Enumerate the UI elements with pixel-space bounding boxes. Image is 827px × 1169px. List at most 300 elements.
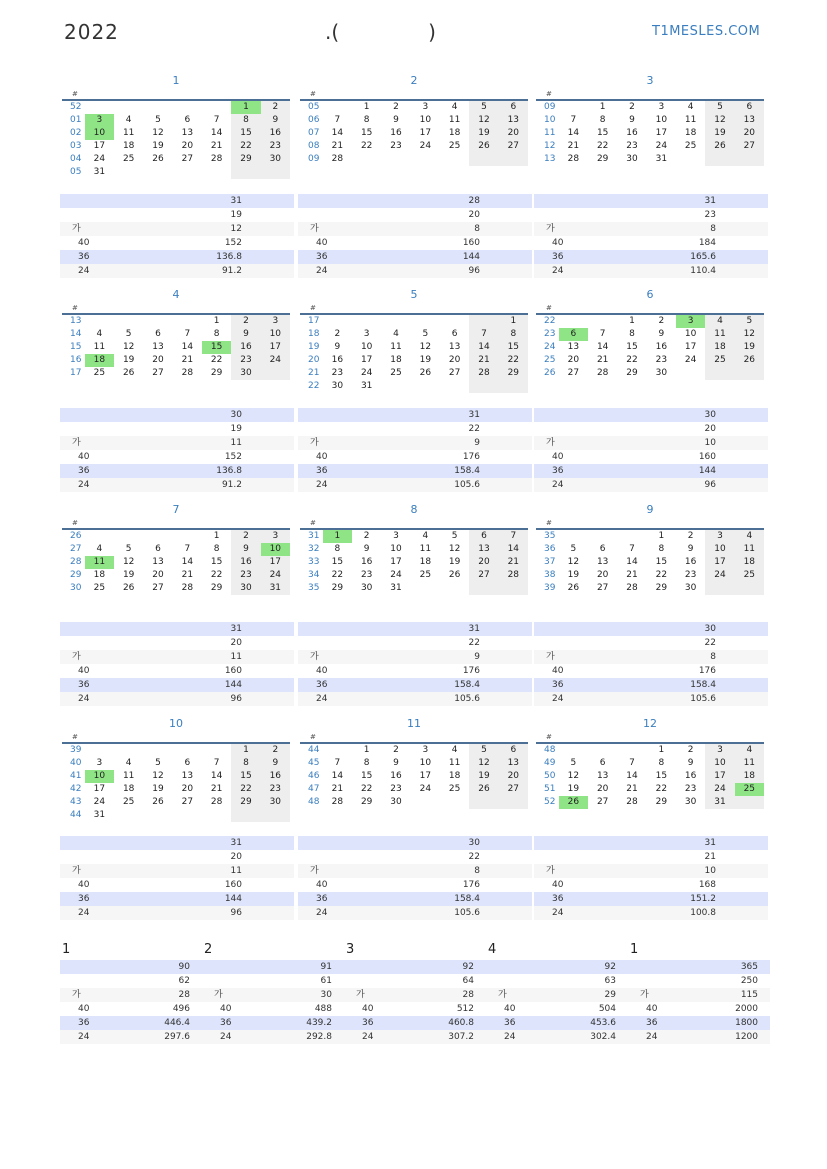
- day-cell[interactable]: 7: [213, 115, 220, 125]
- day-cell[interactable]: 4: [687, 102, 694, 112]
- day-cell[interactable]: 1: [658, 745, 665, 755]
- day-cell[interactable]: 1: [363, 745, 370, 755]
- day-cell[interactable]: 20: [735, 127, 764, 140]
- day-cell[interactable]: 14: [499, 543, 528, 556]
- day-cell[interactable]: 2: [261, 744, 290, 757]
- day-cell[interactable]: 5: [422, 329, 429, 339]
- day-cell[interactable]: 8: [213, 329, 220, 339]
- day-cell[interactable]: 17: [705, 556, 734, 569]
- day-cell[interactable]: 29: [596, 154, 609, 164]
- day-cell[interactable]: 18: [448, 771, 461, 781]
- day-cell[interactable]: 13: [469, 543, 498, 556]
- day-cell[interactable]: 4: [96, 329, 103, 339]
- day-cell[interactable]: 1: [599, 102, 606, 112]
- day-cell[interactable]: 6: [499, 101, 528, 114]
- day-cell[interactable]: 7: [184, 329, 191, 339]
- day-cell[interactable]: 22: [231, 140, 260, 153]
- day-cell[interactable]: 22: [626, 355, 638, 365]
- day-cell[interactable]: 30: [684, 583, 697, 593]
- day-cell[interactable]: 6: [735, 101, 764, 114]
- day-cell[interactable]: 9: [231, 543, 260, 556]
- day-cell[interactable]: 22: [360, 141, 373, 151]
- day-cell[interactable]: 7: [599, 329, 606, 339]
- day-cell[interactable]: 12: [152, 128, 164, 138]
- day-cell[interactable]: 22: [210, 355, 223, 365]
- day-cell[interactable]: 31: [390, 583, 402, 593]
- day-cell[interactable]: 18: [122, 784, 135, 794]
- day-cell[interactable]: 26: [705, 140, 734, 153]
- day-cell[interactable]: 20: [181, 784, 194, 794]
- day-cell[interactable]: 13: [448, 342, 461, 352]
- day-cell[interactable]: 29: [655, 797, 668, 807]
- day-cell[interactable]: 23: [684, 784, 697, 794]
- day-cell[interactable]: 8: [658, 544, 665, 554]
- day-cell[interactable]: 28: [499, 569, 528, 582]
- day-cell[interactable]: 30: [360, 583, 373, 593]
- day-cell[interactable]: 26: [469, 140, 498, 153]
- day-cell[interactable]: 1: [213, 531, 220, 541]
- day-cell[interactable]: 5: [570, 544, 577, 554]
- day-cell[interactable]: 8: [334, 544, 341, 554]
- day-cell[interactable]: 16: [231, 556, 260, 569]
- day-cell[interactable]: 30: [231, 367, 260, 380]
- month-name[interactable]: 8: [410, 503, 418, 516]
- month-name[interactable]: 7: [172, 503, 180, 516]
- day-cell[interactable]: 23: [261, 140, 290, 153]
- day-cell[interactable]: 6: [155, 544, 161, 554]
- day-cell[interactable]: 26: [152, 154, 164, 164]
- day-cell[interactable]: 12: [122, 557, 135, 567]
- day-cell[interactable]: 13: [152, 342, 164, 352]
- day-cell[interactable]: 29: [331, 583, 344, 593]
- day-cell[interactable]: 7: [629, 758, 635, 768]
- day-cell[interactable]: 6: [499, 744, 528, 757]
- day-cell[interactable]: 16: [390, 771, 402, 781]
- day-cell[interactable]: 21: [567, 141, 580, 151]
- day-cell[interactable]: 6: [559, 328, 588, 341]
- day-cell[interactable]: 14: [469, 341, 498, 354]
- day-cell[interactable]: 3: [676, 315, 705, 328]
- day-cell[interactable]: 17: [360, 355, 373, 365]
- day-cell[interactable]: 3: [363, 329, 370, 339]
- day-cell[interactable]: 18: [85, 354, 114, 367]
- day-cell[interactable]: 19: [735, 341, 764, 354]
- day-cell[interactable]: 29: [655, 583, 668, 593]
- day-cell[interactable]: 29: [210, 583, 223, 593]
- day-cell[interactable]: 10: [705, 543, 734, 556]
- day-cell[interactable]: 24: [655, 141, 668, 151]
- day-cell[interactable]: 4: [735, 744, 764, 757]
- day-cell[interactable]: 19: [567, 570, 580, 580]
- day-cell[interactable]: 9: [687, 758, 694, 768]
- day-cell[interactable]: 21: [626, 784, 638, 794]
- day-cell[interactable]: 13: [735, 114, 764, 127]
- day-cell[interactable]: 20: [152, 355, 164, 365]
- day-cell[interactable]: 17: [390, 557, 402, 567]
- day-cell[interactable]: 29: [360, 797, 373, 807]
- day-cell[interactable]: 22: [655, 570, 668, 580]
- day-cell[interactable]: 8: [599, 115, 606, 125]
- day-cell[interactable]: 20: [499, 127, 528, 140]
- day-cell[interactable]: 8: [213, 544, 220, 554]
- day-cell[interactable]: 30: [390, 797, 402, 807]
- day-cell[interactable]: 12: [705, 114, 734, 127]
- day-cell[interactable]: 4: [705, 315, 734, 328]
- day-cell[interactable]: 22: [499, 354, 528, 367]
- day-cell[interactable]: 14: [181, 557, 194, 567]
- day-cell[interactable]: 21: [469, 354, 498, 367]
- day-cell[interactable]: 16: [331, 355, 344, 365]
- day-cell[interactable]: 2: [687, 531, 694, 541]
- day-cell[interactable]: 29: [626, 368, 638, 378]
- day-cell[interactable]: 24: [390, 570, 402, 580]
- day-cell[interactable]: 20: [152, 570, 164, 580]
- day-cell[interactable]: 9: [658, 329, 665, 339]
- day-cell[interactable]: 30: [261, 153, 290, 166]
- day-cell[interactable]: 1: [231, 101, 260, 114]
- day-cell[interactable]: 21: [181, 355, 194, 365]
- day-cell[interactable]: 30: [231, 582, 260, 595]
- day-cell[interactable]: 27: [181, 154, 194, 164]
- day-cell[interactable]: 16: [684, 771, 697, 781]
- day-cell[interactable]: 28: [210, 154, 223, 164]
- day-cell[interactable]: 26: [419, 368, 432, 378]
- day-cell[interactable]: 18: [419, 557, 432, 567]
- day-cell[interactable]: 11: [122, 771, 135, 781]
- day-cell[interactable]: 21: [210, 141, 223, 151]
- day-cell[interactable]: 20: [448, 355, 461, 365]
- day-cell[interactable]: 12: [419, 342, 432, 352]
- day-cell[interactable]: 14: [181, 342, 194, 352]
- brand-logo-text[interactable]: T1MESLES.COM: [652, 24, 761, 39]
- day-cell[interactable]: 7: [499, 530, 528, 543]
- day-cell[interactable]: 1: [629, 316, 635, 326]
- day-cell[interactable]: 19: [705, 127, 734, 140]
- day-cell[interactable]: 13: [567, 342, 580, 352]
- day-cell[interactable]: 14: [626, 557, 638, 567]
- day-cell[interactable]: 10: [684, 329, 697, 339]
- day-cell[interactable]: 27: [152, 368, 164, 378]
- day-cell[interactable]: 17: [93, 141, 106, 151]
- day-cell[interactable]: 31: [705, 796, 734, 809]
- day-cell[interactable]: 21: [210, 784, 223, 794]
- day-cell[interactable]: 13: [499, 757, 528, 770]
- day-cell[interactable]: 17: [261, 556, 290, 569]
- day-cell[interactable]: 28: [626, 797, 638, 807]
- day-cell[interactable]: 29: [499, 367, 528, 380]
- day-cell[interactable]: 10: [655, 115, 668, 125]
- day-cell[interactable]: 2: [231, 315, 260, 328]
- day-cell[interactable]: 23: [231, 569, 260, 582]
- day-cell[interactable]: 26: [448, 570, 461, 580]
- day-cell[interactable]: 6: [451, 329, 458, 339]
- day-cell[interactable]: 17: [93, 784, 106, 794]
- day-cell[interactable]: 1: [658, 531, 665, 541]
- day-cell[interactable]: 23: [360, 570, 373, 580]
- day-cell[interactable]: 29: [231, 796, 260, 809]
- month-name[interactable]: 12: [643, 717, 657, 730]
- day-cell[interactable]: 4: [125, 115, 132, 125]
- day-cell[interactable]: 30: [261, 796, 290, 809]
- day-cell[interactable]: 10: [85, 127, 114, 140]
- day-cell[interactable]: 22: [231, 783, 260, 796]
- day-cell[interactable]: 26: [122, 583, 135, 593]
- day-cell[interactable]: 19: [152, 784, 164, 794]
- day-cell[interactable]: 23: [626, 141, 638, 151]
- day-cell[interactable]: 13: [499, 114, 528, 127]
- day-cell[interactable]: 27: [735, 140, 764, 153]
- day-cell[interactable]: 24: [419, 784, 432, 794]
- day-cell[interactable]: 17: [261, 341, 290, 354]
- day-cell[interactable]: 22: [596, 141, 609, 151]
- day-cell[interactable]: 9: [393, 758, 399, 768]
- day-cell[interactable]: 9: [261, 757, 290, 770]
- day-cell[interactable]: 14: [596, 342, 609, 352]
- day-cell[interactable]: 8: [363, 115, 370, 125]
- day-cell[interactable]: 7: [469, 328, 498, 341]
- day-cell[interactable]: 27: [152, 583, 164, 593]
- day-cell[interactable]: 16: [684, 557, 697, 567]
- day-cell[interactable]: 2: [687, 745, 694, 755]
- day-cell[interactable]: 1: [231, 744, 260, 757]
- day-cell[interactable]: 21: [181, 570, 194, 580]
- day-cell[interactable]: 3: [261, 530, 290, 543]
- day-cell[interactable]: 12: [567, 771, 580, 781]
- day-cell[interactable]: 17: [655, 128, 668, 138]
- day-cell[interactable]: 9: [393, 115, 399, 125]
- day-cell[interactable]: 13: [181, 128, 194, 138]
- day-cell[interactable]: 20: [181, 141, 194, 151]
- day-cell[interactable]: 2: [363, 531, 370, 541]
- day-cell[interactable]: 5: [451, 531, 458, 541]
- day-cell[interactable]: 11: [93, 342, 106, 352]
- day-cell[interactable]: 21: [331, 784, 344, 794]
- day-cell[interactable]: 19: [469, 770, 498, 783]
- day-cell[interactable]: 12: [122, 342, 135, 352]
- day-cell[interactable]: 23: [655, 355, 668, 365]
- day-cell[interactable]: 1: [213, 316, 220, 326]
- day-cell[interactable]: 7: [184, 544, 191, 554]
- day-cell[interactable]: 28: [331, 154, 344, 164]
- day-cell[interactable]: 15: [596, 128, 609, 138]
- day-cell[interactable]: 9: [363, 544, 370, 554]
- day-cell[interactable]: 3: [422, 745, 429, 755]
- day-cell[interactable]: 10: [85, 770, 114, 783]
- day-cell[interactable]: 29: [210, 368, 223, 378]
- day-cell[interactable]: 24: [261, 569, 290, 582]
- day-cell[interactable]: 17: [419, 771, 432, 781]
- day-cell[interactable]: 10: [261, 328, 290, 341]
- day-cell[interactable]: 25: [735, 783, 764, 796]
- day-cell[interactable]: 12: [152, 771, 164, 781]
- day-cell[interactable]: 18: [390, 355, 402, 365]
- day-cell[interactable]: 15: [655, 771, 668, 781]
- day-cell[interactable]: 23: [231, 354, 260, 367]
- day-cell[interactable]: 25: [93, 583, 106, 593]
- day-cell[interactable]: 14: [210, 128, 223, 138]
- day-cell[interactable]: 15: [360, 771, 373, 781]
- day-cell[interactable]: 6: [599, 544, 606, 554]
- day-cell[interactable]: 3: [705, 744, 734, 757]
- day-cell[interactable]: 13: [596, 771, 609, 781]
- day-cell[interactable]: 9: [231, 328, 260, 341]
- day-cell[interactable]: 10: [705, 757, 734, 770]
- day-cell[interactable]: 19: [419, 355, 432, 365]
- day-cell[interactable]: 22: [210, 570, 223, 580]
- day-cell[interactable]: 3: [96, 758, 103, 768]
- day-cell[interactable]: 15: [499, 341, 528, 354]
- day-cell[interactable]: 25: [735, 569, 764, 582]
- day-cell[interactable]: 3: [261, 315, 290, 328]
- day-cell[interactable]: 21: [499, 556, 528, 569]
- day-cell[interactable]: 11: [735, 543, 764, 556]
- day-cell[interactable]: 19: [448, 557, 461, 567]
- day-cell[interactable]: 7: [213, 758, 220, 768]
- day-cell[interactable]: 28: [210, 797, 223, 807]
- day-cell[interactable]: 2: [261, 101, 290, 114]
- day-cell[interactable]: 19: [567, 784, 580, 794]
- day-cell[interactable]: 31: [93, 167, 106, 177]
- day-cell[interactable]: 22: [360, 784, 373, 794]
- day-cell[interactable]: 28: [567, 154, 580, 164]
- day-cell[interactable]: 11: [419, 544, 432, 554]
- day-cell[interactable]: 28: [596, 368, 609, 378]
- day-cell[interactable]: 27: [596, 583, 609, 593]
- day-cell[interactable]: 18: [684, 128, 697, 138]
- day-cell[interactable]: 2: [334, 329, 341, 339]
- day-cell[interactable]: 29: [231, 153, 260, 166]
- day-cell[interactable]: 20: [596, 570, 609, 580]
- day-cell[interactable]: 5: [469, 101, 498, 114]
- day-cell[interactable]: 30: [626, 154, 638, 164]
- day-cell[interactable]: 2: [393, 102, 399, 112]
- day-cell[interactable]: 20: [469, 556, 498, 569]
- day-cell[interactable]: 11: [122, 128, 135, 138]
- day-cell[interactable]: 24: [261, 354, 290, 367]
- day-cell[interactable]: 14: [210, 771, 223, 781]
- day-cell[interactable]: 3: [658, 102, 665, 112]
- day-cell[interactable]: 5: [735, 315, 764, 328]
- day-cell[interactable]: 3: [393, 531, 399, 541]
- month-name[interactable]: 6: [646, 288, 654, 301]
- day-cell[interactable]: 14: [331, 771, 344, 781]
- day-cell[interactable]: 9: [629, 115, 635, 125]
- day-cell[interactable]: 10: [419, 758, 432, 768]
- day-cell[interactable]: 25: [705, 354, 734, 367]
- day-cell[interactable]: 24: [419, 141, 432, 151]
- day-cell[interactable]: 12: [567, 557, 580, 567]
- day-cell[interactable]: 21: [596, 355, 609, 365]
- month-name[interactable]: 10: [169, 717, 183, 730]
- day-cell[interactable]: 16: [261, 127, 290, 140]
- day-cell[interactable]: 30: [655, 368, 668, 378]
- day-cell[interactable]: 6: [155, 329, 161, 339]
- day-cell[interactable]: 11: [390, 342, 402, 352]
- day-cell[interactable]: 22: [655, 784, 668, 794]
- day-cell[interactable]: 28: [469, 367, 498, 380]
- day-cell[interactable]: 5: [125, 544, 132, 554]
- day-cell[interactable]: 24: [684, 355, 697, 365]
- day-cell[interactable]: 7: [334, 758, 341, 768]
- day-cell[interactable]: 19: [469, 127, 498, 140]
- day-cell[interactable]: 4: [451, 102, 458, 112]
- day-cell[interactable]: 5: [570, 758, 577, 768]
- day-cell[interactable]: 2: [629, 102, 635, 112]
- day-cell[interactable]: 20: [596, 784, 609, 794]
- day-cell[interactable]: 27: [448, 368, 461, 378]
- day-cell[interactable]: 13: [152, 557, 164, 567]
- day-cell[interactable]: 18: [93, 570, 106, 580]
- day-cell[interactable]: 31: [655, 154, 668, 164]
- day-cell[interactable]: 6: [184, 758, 191, 768]
- day-cell[interactable]: 11: [448, 115, 461, 125]
- day-cell[interactable]: 9: [261, 114, 290, 127]
- day-cell[interactable]: 16: [626, 128, 638, 138]
- day-cell[interactable]: 25: [390, 368, 402, 378]
- day-cell[interactable]: 23: [390, 784, 402, 794]
- day-cell[interactable]: 15: [655, 557, 668, 567]
- day-cell[interactable]: 30: [684, 797, 697, 807]
- day-cell[interactable]: 8: [629, 329, 635, 339]
- day-cell[interactable]: 10: [390, 544, 402, 554]
- day-cell[interactable]: 24: [360, 368, 373, 378]
- day-cell[interactable]: 11: [85, 556, 114, 569]
- day-cell[interactable]: 15: [202, 341, 231, 354]
- day-cell[interactable]: 28: [626, 583, 638, 593]
- day-cell[interactable]: 5: [469, 744, 498, 757]
- day-cell[interactable]: 25: [448, 784, 461, 794]
- day-cell[interactable]: 13: [181, 771, 194, 781]
- day-cell[interactable]: 23: [261, 783, 290, 796]
- day-cell[interactable]: 16: [390, 128, 402, 138]
- day-cell[interactable]: 24: [705, 783, 734, 796]
- day-cell[interactable]: 18: [735, 556, 764, 569]
- day-cell[interactable]: 25: [448, 141, 461, 151]
- day-cell[interactable]: 4: [96, 544, 103, 554]
- day-cell[interactable]: 8: [231, 757, 260, 770]
- day-cell[interactable]: 12: [735, 328, 764, 341]
- day-cell[interactable]: 4: [735, 530, 764, 543]
- day-cell[interactable]: 20: [499, 770, 528, 783]
- day-cell[interactable]: 16: [261, 770, 290, 783]
- day-cell[interactable]: 16: [360, 557, 373, 567]
- day-cell[interactable]: 27: [499, 783, 528, 796]
- day-cell[interactable]: 30: [331, 381, 344, 391]
- day-cell[interactable]: 28: [331, 797, 344, 807]
- day-cell[interactable]: 23: [331, 368, 344, 378]
- day-cell[interactable]: 3: [422, 102, 429, 112]
- day-cell[interactable]: 11: [735, 757, 764, 770]
- day-cell[interactable]: 27: [499, 140, 528, 153]
- day-cell[interactable]: 28: [181, 583, 194, 593]
- day-cell[interactable]: 25: [93, 368, 106, 378]
- day-cell[interactable]: 10: [360, 342, 373, 352]
- day-cell[interactable]: 31: [261, 582, 290, 595]
- month-name[interactable]: 3: [646, 74, 654, 87]
- month-name[interactable]: 2: [410, 74, 418, 87]
- day-cell[interactable]: 21: [331, 141, 344, 151]
- day-cell[interactable]: 17: [705, 770, 734, 783]
- day-cell[interactable]: 18: [448, 128, 461, 138]
- day-cell[interactable]: 15: [231, 127, 260, 140]
- day-cell[interactable]: 10: [261, 543, 290, 556]
- day-cell[interactable]: 4: [451, 745, 458, 755]
- day-cell[interactable]: 7: [570, 115, 577, 125]
- day-cell[interactable]: 7: [334, 115, 341, 125]
- day-cell[interactable]: 22: [331, 570, 344, 580]
- day-cell[interactable]: 19: [122, 570, 135, 580]
- day-cell[interactable]: 25: [122, 797, 135, 807]
